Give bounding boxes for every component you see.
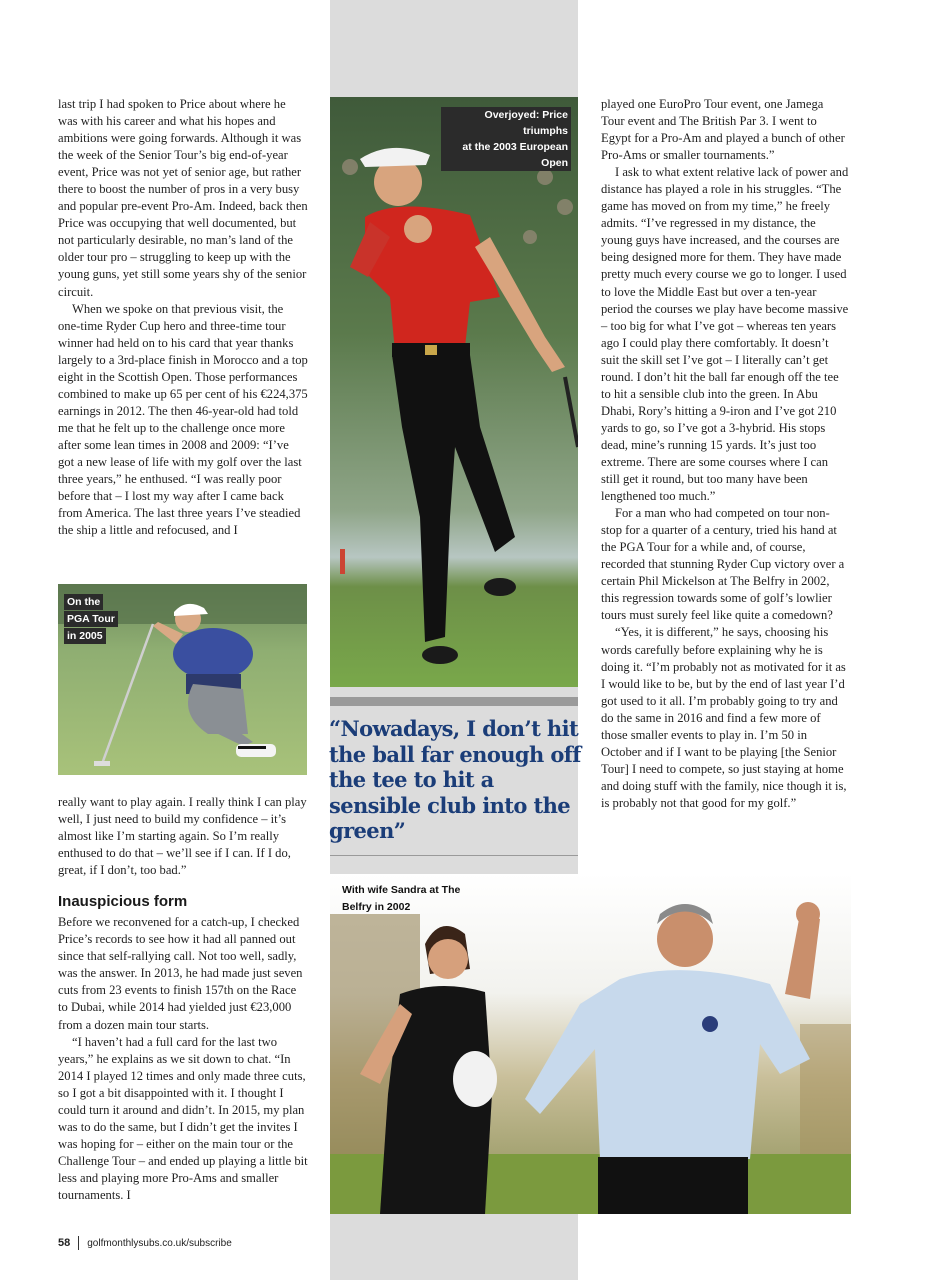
article-column-1-bottom — [58, 794, 308, 1204]
photo-belfry-with-wife — [330, 874, 851, 1214]
paragraph: Before we reconvened for a catch-up, I checked Price’s records to see how it had all panned out since that self-rallying call. Not too well, sadly, was the answer. In 2013, he had made just seven cuts from 23 events to finish 157th on the Race to Dubai, while 2014 had yielded just €23,000 from a dozen main tour starts. — [58, 915, 303, 1032]
photo-european-open-celebration — [330, 97, 578, 687]
paragraph: For a man who had competed on tour non-stop for a quarter of a century, tried his hand at the PGA Tour for a while and, of course, recorded that stunning Ryder Cup victory over a certain Phil Mickelson at The Belfry in 2002, this regression towards some of golf’s lowlier tours must surely feel like quite a comedown? — [601, 506, 845, 623]
footer-separator — [78, 1236, 79, 1250]
page-number: 58 — [58, 1237, 71, 1249]
page-footer — [58, 1236, 232, 1250]
paragraph: When we spoke on that previous visit, the one-time Ryder Cup hero and three-time tour winner had held on to his card that year thanks largely to a 3rd-place finish in Morocco and a top eight in the Scottish Open. Those performances combined to make up 65 per cent of his €224,375 earnings in 2012. The then 46-year-old had told me that he felt up to the challenge once more after some lean times in 2008 and 2009: “I’ve got a new lease of life with my golf over the last three years,” he enthused. “I was really poor before that – I lost my way after I came back from America. The last three years I’ve steadied the ship a little and refocused, and I — [58, 301, 308, 538]
caption-line: Overjoyed: Price triumphs — [441, 107, 571, 139]
paragraph: “Yes, it is different,” he says, choosing his words carefully before explaining why he is doing it. “I’m probably not as motivated for it as I would like to be, but by the end of last year I’d got used to it all. I’m probably going to try and do the same in 2016 and find a few more of those smaller events to play in. I’m 50 in October and if I want to be playing [the Senior Tour] I need to compete, so just staying at home and doing stuff with the family, nice though it is, is probably not that good for my golf.” — [601, 625, 847, 810]
paragraph: last trip I had spoken to Price about where he was with his career and what his hopes and ambitions were going forwards. Although it was the week of the Senior Tour’s big end-of-year event, Price was not yet of senior age, but rather there to boost the number of pros in a very busy and popular pre-event Pro-Am. Indeed, back then Price was occupying that well documented, but not particularly desirable, no man’s land of the older tour pro – struggling to keep up with the young guns, yet still some years shy of the senior circuit. — [58, 97, 308, 299]
caption-line: in 2005 — [64, 628, 106, 644]
caption-line: PGA Tour — [64, 611, 118, 627]
paragraph: really want to play again. I really think I can play well, I just need to build my confidence – it’s almost like I’m starting again. So I’m really enthused to do that – we’ll see if I can. If I do, great, if I don’t, too bad.” — [58, 795, 307, 878]
photo-caption-belfry: With wife Sandra at The Belfry in 2002 — [342, 884, 461, 913]
paragraph: I ask to what extent relative lack of power and distance has played a role in his struggles. “The game has moved on from my time,” he freely admits. “I’ve regressed in my distance, the young guys have increased, and the courses are being designed more for them. They have made pretty much every course we go to longer. I used to love the Middle East but over a ten-year period the courses we play have become massive – too big for what I’ve got – whereas ten years ago I could play there comfortably. It doesn’t suit the skill set I’ve got – I literally can’t get round. I don’t hit the ball far enough off the tee to hit a sensible club into the green. In Abu Dhabi, Rory’s hitting a 9-iron and I’ve got 210 yards to go, so I’ve got a 3-hybrid. His stops dead, mine’s running 15 yards. It’s just too extreme. There are some courses where I can still get it round, but too many have been lengthened too much.” — [601, 165, 849, 504]
pullquote-rule — [330, 855, 578, 856]
photo-caption-pga-tour — [64, 594, 118, 645]
section-subheading: Inauspicious form — [58, 893, 188, 911]
caption-line: at the 2003 European Open — [441, 139, 571, 171]
pullquote: “Nowadays, I don’t hit the ball far enough off the tee to hit a sensible club into the green” — [329, 716, 581, 843]
pullquote-top-bar — [330, 697, 578, 706]
caption-line: On the — [64, 594, 103, 610]
paragraph: played one EuroPro Tour event, one Jamega Tour event and The British Par 3. I went to Egypt for a Pro-Am and played a bunch of other Pro-Ams or smaller tournaments.” — [601, 97, 845, 163]
paragraph: “I haven’t had a full card for the last two years,” he explains as we sit down to chat. “In 2014 I played 12 times and only made three cuts, so I got a bit disappointed with it. I thought I could turn it around and didn’t. In 2015, my plan was to do the same, but I didn’t get the invites I was hoping for – either on the main tour or the Challenge Tour – and ended up playing a little bit less and playing more Pro-Ams and smaller tournaments. I — [58, 1034, 308, 1202]
article-column-1-top — [58, 96, 308, 539]
article-column-3 — [601, 96, 849, 812]
photo-caption-european-open — [441, 107, 571, 171]
subscribe-link[interactable]: golfmonthlysubs.co.uk/subscribe — [87, 1237, 232, 1249]
